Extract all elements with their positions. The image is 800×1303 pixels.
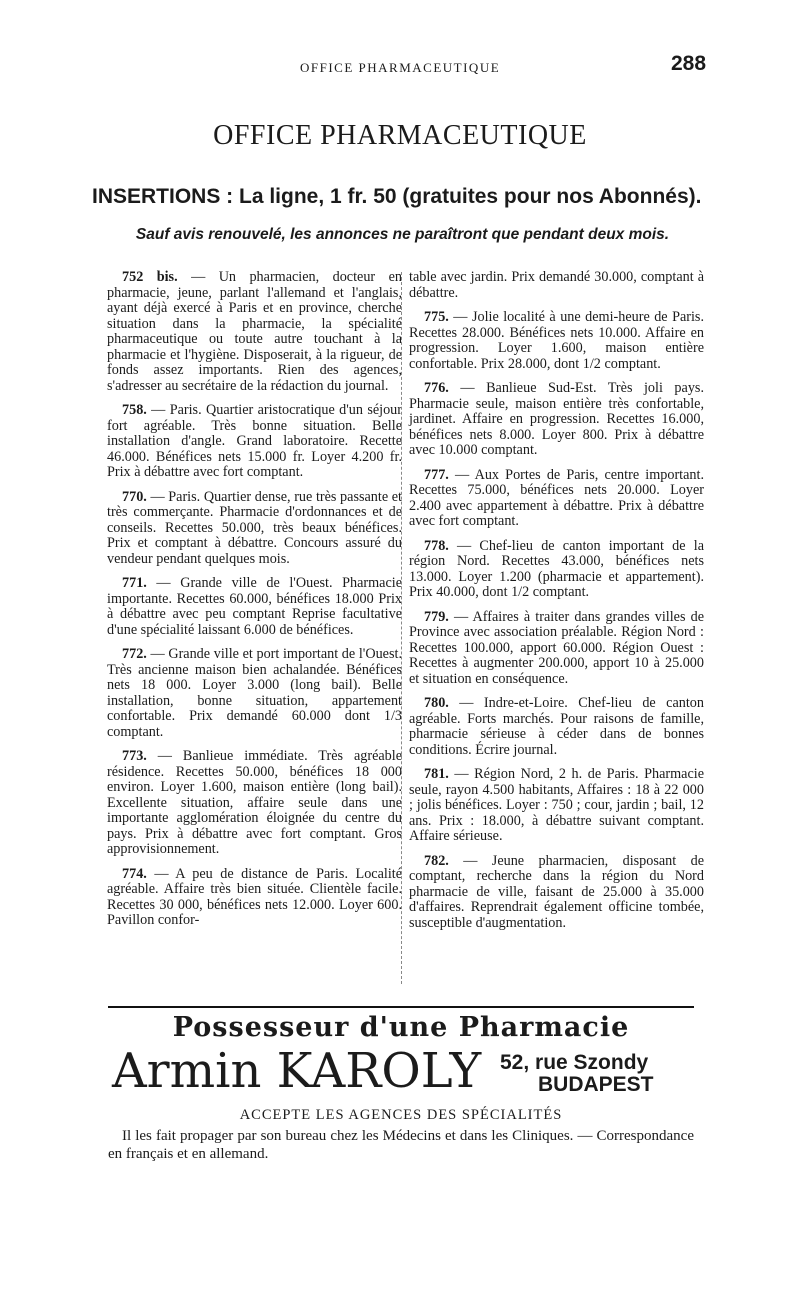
ad-text: — Un pharmacien, docteur en pharmacie, jeune, parlant l'allemand et l'anglais, ayant déjà exercé à Paris et en province, cherche situation dans la pharmacie, la spécialité pharmaceutique ou toute autre touchant à la pharmacie et l'hygiène. Disposerait, à la rigueur, de fonds assez importants. Rien des agences, s'adresser au secrétaire de la rédaction du journal. xyxy=(107,269,402,394)
ad-text: — Banlieue Sud-Est. Très joli pays. Pharmacie seule, maison entière très confortable, jardinet. Affaire en progression. Recettes 16.000, bénéfices nets 8.000. Loyer 800. Prix à débattre avec 10.000 comptant. xyxy=(409,380,704,458)
advertiser-name: Armin KAROLY xyxy=(112,1043,482,1099)
ad-number: 770. xyxy=(122,488,147,505)
ad-774-continued: table avec jardin. Prix demandé 30.000, comptant à débattre. xyxy=(409,269,704,301)
ad-758 xyxy=(107,403,402,481)
ad-text: — A peu de distance de Paris. Localité agréable. Affaire très bien située. Clientèle facile. Recettes 30 000, bénéfices nets 12.000. Loyer 600. Pavillon confor- xyxy=(107,865,402,928)
renewal-notice: Sauf avis renouvelé, les annonces ne paraîtront que pendant deux mois. xyxy=(135,226,670,243)
ad-number: 758. xyxy=(122,402,147,418)
ad-text: — Indre-et-Loire. Chef-lieu de canton agréable. Forts marchés. Pour raisons de famille, pharmacie sérieuse à céder dans de bonnes conditions. Écrire journal. xyxy=(409,695,704,758)
ad-number: 772. xyxy=(122,646,147,662)
ad-779 xyxy=(409,610,704,688)
ad-776 xyxy=(409,381,704,459)
ad-text: — Région Nord, 2 h. de Paris. Pharmacie seule, rayon 4.500 habitants, Affaires : 18 à 22 000 ; jolis bénéfices. Loyer : 750 ; cour, jardin ; bail, 12 ans. Prix : 18.000, à débattre suivant comptant. Affaire sérieuse. xyxy=(409,766,704,844)
ad-text: — Grande ville de l'Ouest. Pharmacie importante. Recettes 60.000, bénéfices 18.000 Prix à débattre avec peu comptant Reprise facultative d'une spécialité laissant 6.000 de bénéfices. xyxy=(107,575,402,638)
ad-text: — Paris. Quartier dense, rue très passante et très commerçante. Pharmacie d'ordonnances et de conseils. Recettes 50.000, très beaux bénéfices. Prix et comptant à débattre. Concours assuré du vendeur pendant quelques mois. xyxy=(107,488,402,567)
ad-text: — Paris. Quartier aristocratique d'un séjour fort agréable. Très bonne situation. Belle installation d'angle. Grand laboratoire. Recette 46.000. Bénéfices nets 15.000 fr. Loyer 4.200 fr. Prix à débattre avec fort comptant. xyxy=(107,402,402,480)
ad-778 xyxy=(409,539,704,601)
ad-text: — Affaires à traiter dans grandes villes de Province avec association préalable. Région Nord : Recettes 100.000, apport 60.000. Région Ouest : Recettes à augmenter 200.000, apport 10 à 25.000 et situation en conséquence. xyxy=(409,608,704,687)
insertions-rate: INSERTIONS : La ligne, 1 fr. 50 (gratuites pour nos Abonnés). xyxy=(92,185,702,208)
ad-number: 752 bis. xyxy=(122,269,178,285)
ad-text: — Chef-lieu de canton important de la région Nord. Recettes 43.000, bénéfices nets 13.000. Loyer 1.200 (pharmacie et appartement). Prix 40.000, dont 1/2 comptant. xyxy=(409,537,704,600)
ad-number: 782. xyxy=(424,852,449,869)
address-city: BUDAPEST xyxy=(538,1073,654,1096)
ad-774 xyxy=(107,867,402,929)
ad-text: — Jolie localité à une demi-heure de Paris. Recettes 28.000. Bénéfices nets 10.000. Affaire en progression. Loyer 1.600, maison entière confortable. Prix 28.000, dont 1/2 comptant. xyxy=(409,309,704,372)
ad-number: 780. xyxy=(424,695,449,711)
ad-775 xyxy=(409,310,704,372)
ad-text: — Banlieue immédiate. Très agréable résidence. Recettes 50.000, bénéfices 18 000 environ. Loyer 1.600, maison entière (long bail). Excellente situation, affaire seule dans une importante agglomération éloignée du centre du pays. Prix à débattre avec fort comptant. Gros approvisionnement. xyxy=(107,748,402,857)
ad-number: 774. xyxy=(122,865,147,882)
ad-780 xyxy=(409,696,704,758)
column-divider xyxy=(401,272,402,984)
ad-number: 773. xyxy=(122,748,147,764)
ad-text: — Jeune pharmacien, disposant de comptant, recherche dans la région du Nord pharmacie de ville, faisant de 25.000 à 35.000 d'affaires. Reprendrait également officine tombée, susceptible d'augmentation. xyxy=(409,852,704,931)
ad-777 xyxy=(409,468,704,530)
ad-number: 777. xyxy=(424,466,449,483)
ad-number: 771. xyxy=(122,575,147,591)
ad-771 xyxy=(107,576,402,638)
ad-number: 781. xyxy=(424,766,449,782)
ad-text: — Aux Portes de Paris, centre important. Recettes 75.000, bénéfices nets 20.000. Loyer 2.400 avec appartement à débattre. Prix à débattre avec fort comptant. xyxy=(409,466,704,529)
ad-773 xyxy=(107,749,402,858)
advert-propagation: Il les fait propager par son bureau chez les Médecins et dans les Cliniques. — Correspondance en français et en allemand. xyxy=(108,1128,694,1162)
ad-number: 778. xyxy=(424,537,449,554)
ads-left-column xyxy=(107,270,402,938)
advert-banner: Possesseur d'une Pharmacie xyxy=(172,1012,630,1043)
ads-right-column xyxy=(409,270,704,940)
ad-752bis xyxy=(107,270,402,394)
ad-782 xyxy=(409,854,704,932)
address-street: 52, rue Szondy xyxy=(500,1051,649,1074)
ad-770 xyxy=(107,490,402,568)
ad-772 xyxy=(107,647,402,740)
ad-text: — Grande ville et port important de l'Ouest. Très ancienne maison bien achalandée. Bénéfices nets 18 000. Loyer 3.000 (long bail). Belle installation, bonne situation, appartement confortable. Prix demandé 60.000 dont 1/3 comptant. xyxy=(107,646,402,740)
ad-number: 775. xyxy=(424,309,449,325)
page-title: OFFICE PHARMACEUTIQUE xyxy=(213,120,587,151)
running-head xyxy=(0,52,800,82)
advert-agences: ACCEPTE LES AGENCES DES SPÉCIALITÉS xyxy=(239,1107,563,1123)
ad-number: 779. xyxy=(424,608,449,625)
advertiser-address xyxy=(500,1052,654,1096)
ad-781 xyxy=(409,767,704,845)
ad-number: 776. xyxy=(424,380,449,396)
running-title: OFFICE PHARMACEUTIQUE xyxy=(300,60,501,75)
page-number: 288 xyxy=(671,52,707,75)
advert-top-rule xyxy=(108,1006,694,1008)
